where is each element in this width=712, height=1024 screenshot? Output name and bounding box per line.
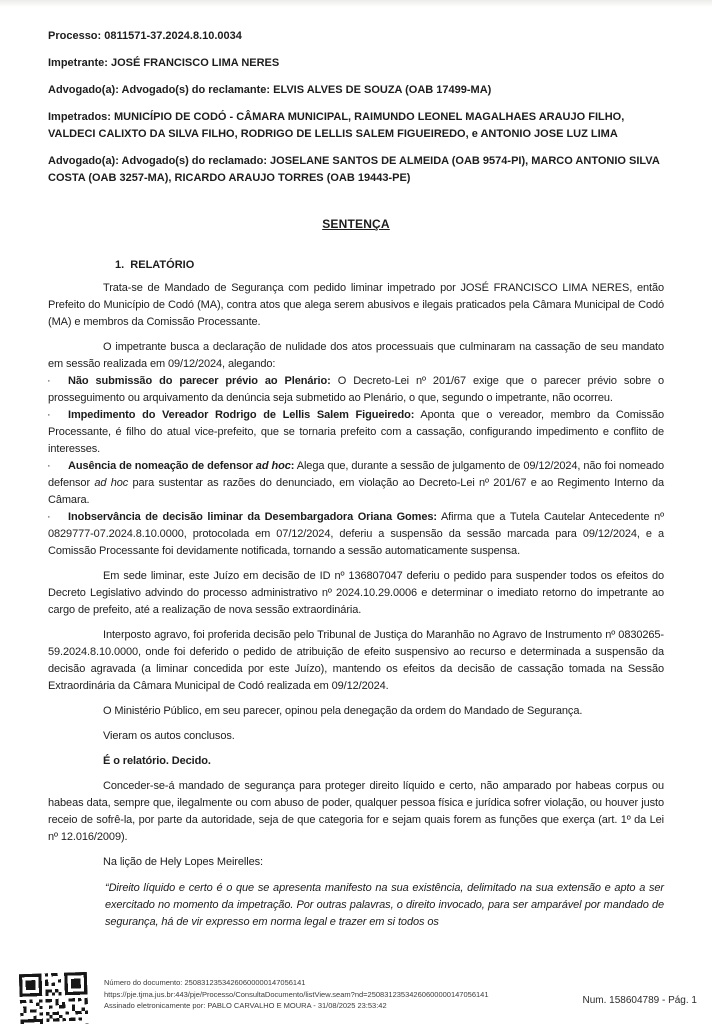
- document-number: Número do documento: 25083123534260600000147056141: [104, 978, 306, 987]
- text-segment: Vieram os autos conclusos.: [103, 730, 235, 742]
- case-number-line: Processo: 0811571-37.2024.8.10.0034: [48, 30, 242, 42]
- paragraph: [48, 778, 664, 846]
- text-segment: Afirma que a Tutela Cautelar Antecedente nº 0829777-07.2024.8.10.0000, protocolada em 07/12/2024, deferiu a suspensão da sessão marcada para 09/12/2024, e a Comissão Processante foi devidamente notificada, tornando a sessão automaticamente suspensa.: [48, 511, 664, 557]
- paragraph: [48, 568, 664, 619]
- bullet-item: [48, 458, 664, 509]
- text-segment: ad hoc: [255, 460, 291, 472]
- footer-metadata: [104, 977, 489, 1012]
- text-segment: :: [290, 460, 295, 472]
- bullet-item: [48, 407, 664, 458]
- text-segment: O Ministério Público, em seu parecer, opinou pela denegação da ordem do Mandado de Segurança.: [103, 705, 583, 717]
- document-content: [48, 28, 664, 931]
- respondents-lawyer-line: Advogado(a): Advogado(s) do reclamado: JOSELANE SANTOS DE ALMEIDA (OAB 9574-PI), MARCO ANTONIO SILVA COSTA (OAB 3257-MA), RICARDO ARAUJO TORRES (OAB 19443-PE): [48, 155, 660, 184]
- qr-code-graphic: [19, 972, 89, 1024]
- text-segment: “Direito líquido e certo é o que se apresenta manifesto na sua existência, delimitado na sua extensão e apto a ser exercitado no momento da impetração. Por outras palavras, o direito invocado, para ser amparável por mandado de segurança, há de vir expresso em norma legal e trazer em si todos os: [105, 882, 664, 928]
- bullet-item: [48, 509, 664, 560]
- paragraph: [48, 753, 664, 770]
- petitioner-lawyer-line: Advogado(a): Advogado(s) do reclamante: ELVIS ALVES DE SOUZA (OAB 17499-MA): [48, 84, 492, 96]
- respondents-line: Impetrados: MUNICÍPIO DE CODÓ - CÂMARA MUNICIPAL, RAIMUNDO LEONEL MAGALHAES ARAUJO FILHO, VALDECI CALIXTO DA SILVA FILHO, RODRIGO DE LELLIS SALEM FIGUEIREDO, e ANTONIO JOSE LUZ LIMA: [48, 111, 625, 140]
- signature-line: Assinado eletronicamente por: PABLO CARVALHO E MOURA - 31/08/2025 23:53:42: [104, 1001, 387, 1010]
- paragraph: [48, 703, 664, 720]
- text-segment: Não submissão do parecer prévio ao Plenário:: [68, 375, 331, 387]
- paragraph: [48, 339, 664, 373]
- quote-block: [105, 880, 664, 931]
- document-url: https://pje.tjma.jus.br:443/pje/Processo/ConsultaDocumento/listView.seam?nd=25083123534260600000147056141: [104, 989, 489, 999]
- section-heading: 1. RELATÓRIO: [115, 259, 195, 271]
- paragraph: [48, 854, 664, 871]
- text-segment: Trata-se de Mandado de Segurança com pedido liminar impetrado por JOSÉ FRANCISCO LIMA NERES, então Prefeito do Município de Codó (MA), contra atos que alega serem abusivos e ilegais praticados pela Câmara Municipal de Codó (MA) e membros da Comissão Processante.: [48, 282, 664, 328]
- paragraph: [48, 728, 664, 745]
- text-segment: Ausência de nomeação de defensor: [68, 460, 256, 472]
- text-segment: ad hoc: [94, 477, 129, 489]
- text-segment: O Decreto-Lei nº 201/67 exige que o parecer prévio sobre o prosseguimento ou arquivamento da denúncia seja submetido ao Plenário, o que, segundo o impetrante, não ocorreu.: [48, 375, 664, 404]
- text-segment: Conceder-se-á mandado de segurança para proteger direito líquido e certo, não amparado por habeas corpus ou habeas data, sempre que, ilegalmente ou com abuso de poder, qualquer pessoa física e jurídica sofrer violação, ou houver justo receio de sofrê-la, por parte da autoridade, seja de que categoria for e sejam quais forem as funções que exerça (art. 1º da Lei nº 12.016/2009).: [48, 780, 664, 843]
- bullet-marker: ·: [47, 409, 51, 421]
- text-segment: Impedimento do Vereador Rodrigo de Lellis Salem Figueiredo:: [68, 409, 415, 421]
- document-body: [48, 280, 664, 931]
- text-segment: Inobservância de decisão liminar da Desembargadora Oriana Gomes:: [68, 511, 437, 523]
- text-segment: Interposto agravo, foi proferida decisão pelo Tribunal de Justiça do Maranhão no Agravo de Instrumento nº 0830265-59.2024.8.10.0000, onde foi deferido o pedido de atribuição de efeito suspensivo ao recurso e determinada a suspensão da decisão agravada (a liminar concedida por este Juízo), mantendo os efeitos da decisão de cassação tomada na Sessão Extraordinária da Câmara Municipal de Codó realizada em 09/12/2024.: [48, 629, 664, 692]
- document-title: SENTENÇA: [322, 217, 390, 231]
- text-segment: Aponta que o vereador, membro da Comissão Processante, é filho do atual vice-prefeito, que se tornaria prefeito com a cassação, configurando impedimento e conflito de interesses.: [48, 409, 664, 455]
- case-header: [48, 28, 664, 187]
- petitioner-line: Impetrante: JOSÉ FRANCISCO LIMA NERES: [48, 57, 280, 69]
- text-segment: É o relatório. Decido.: [103, 755, 211, 767]
- footer: [0, 968, 712, 1024]
- text-segment: Alega que, durante a sessão de julgamento de 09/12/2024, não foi nomeado defensor: [48, 460, 664, 489]
- bullet-marker: ·: [47, 375, 51, 387]
- qr-code-icon: [19, 972, 89, 1024]
- page-number-ref: Num. 158604789 - Pág. 1: [582, 995, 697, 1006]
- bullet-marker: ·: [47, 511, 51, 523]
- text-segment: Na lição de Hely Lopes Meirelles:: [103, 856, 263, 868]
- text-segment: O impetrante busca a declaração de nulidade dos atos processuais que culminaram na cassação de seu mandato em sessão realizada em 09/12/2024, alegando:: [48, 341, 664, 370]
- bullet-marker: ·: [47, 460, 51, 472]
- text-segment: Em sede liminar, este Juízo em decisão de ID nº 136807047 deferiu o pedido para suspender todos os efeitos do Decreto Legislativo advindo do processo administrativo nº 2024.10.29.0006 e determinar o imediato retorno do impetrante ao cargo de prefeito, até a realização de nova sessão extraordinária.: [48, 570, 664, 616]
- paragraph: [48, 280, 664, 331]
- text-segment: para sustentar as razões do denunciado, em violação ao Decreto-Lei nº 201/67 e ao Regimento Interno da Câmara.: [48, 477, 664, 506]
- bullet-item: [48, 373, 664, 407]
- paragraph: [48, 627, 664, 695]
